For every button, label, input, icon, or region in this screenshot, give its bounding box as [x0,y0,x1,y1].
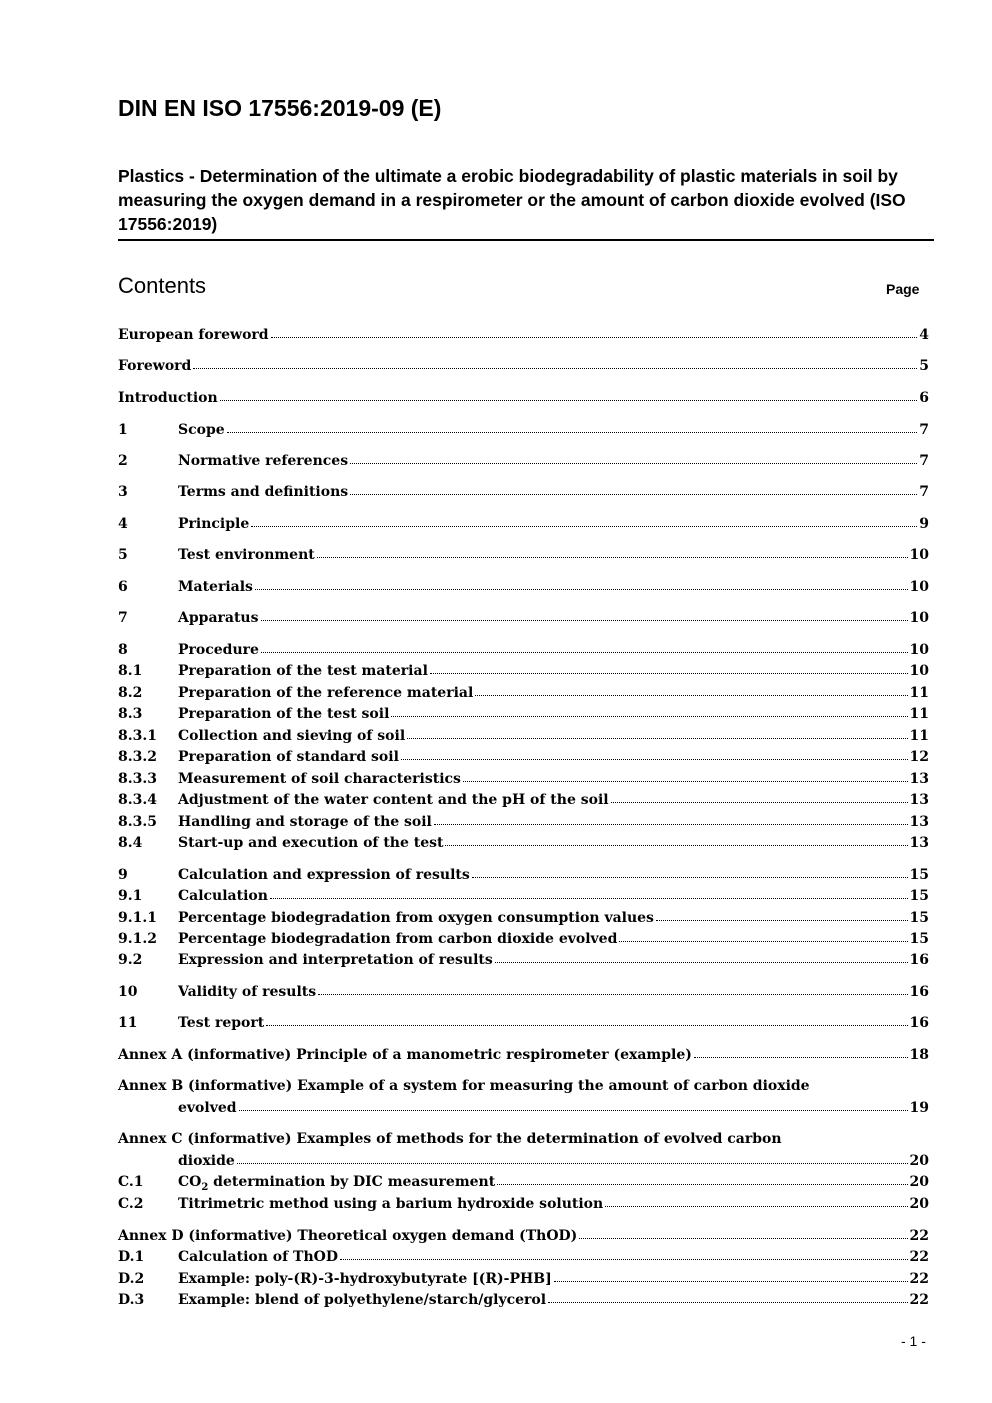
toc-entry-page: 11 [909,728,929,744]
toc-entry-page: 11 [909,685,929,701]
toc-entry-number: 8 [118,642,128,658]
toc-entry[interactable] [118,358,929,378]
toc-leader [350,453,917,464]
toc-entry-text: Start-up and execution of the test [178,835,444,851]
toc-entry-page: 20 [909,1153,929,1169]
toc-entry[interactable] [118,422,929,442]
toc-entry-text: Preparation of standard soil [178,749,399,765]
toc-entry-text: Percentage biodegradation from carbon dioxide evolved [178,931,618,947]
toc-entry-number: 9.1.1 [118,910,157,926]
toc-entry-page: 15 [909,888,929,904]
toc-entry-page: 13 [909,771,929,787]
toc-entry[interactable] [118,579,929,599]
toc-leader [220,390,918,401]
toc-entry-number: D.1 [118,1249,145,1265]
toc-leader [193,358,917,369]
toc-entry-number: C.2 [118,1196,144,1212]
toc-entry[interactable] [118,867,929,887]
toc-leader [237,1153,908,1164]
toc-entry-text: Terms and definitions [178,484,349,500]
toc-entry[interactable] [118,453,929,473]
toc-entry-annex-b-cont[interactable] [178,1100,929,1120]
toc-leader [261,610,908,621]
toc-entry-text: Expression and interpretation of results [178,952,493,968]
toc-entry-page: 10 [909,547,929,563]
toc-entry-number: 8.1 [118,663,143,679]
toc-entry-number: 8.3.4 [118,792,157,808]
toc-leader [548,1292,907,1303]
toc-leader [350,484,917,495]
toc-leader [472,867,908,878]
toc-entry-number: 9.1.2 [118,931,157,947]
toc-leader [619,931,907,942]
toc-entry-page: 10 [909,642,929,658]
toc-leader [266,1015,907,1026]
toc-entry[interactable] [118,728,929,748]
toc-entry-page: 15 [909,867,929,883]
toc-entry[interactable] [118,771,929,791]
toc-entry[interactable] [118,390,929,410]
toc-entry-annex-d[interactable] [118,1228,929,1248]
toc-leader [270,888,908,899]
toc-leader [434,814,908,825]
toc-entry-number: 8.3.5 [118,814,157,830]
toc-entry[interactable] [118,984,929,1004]
toc-entry-text: dioxide [178,1153,235,1169]
toc-entry[interactable] [118,327,929,347]
toc-leader [261,642,908,653]
toc-entry-text: Normative references [178,453,349,469]
toc-entry-text: Annex B (informative) Example of a system for measuring the amount of carbon dioxide [118,1078,810,1094]
toc-entry-page: 7 [919,484,929,500]
toc-entry-text: Materials [178,579,253,595]
toc-entry[interactable] [118,888,929,908]
toc-entry-page: 6 [919,390,929,406]
toc-entry-text: Calculation and expression of results [178,867,470,883]
toc-leader [694,1047,908,1058]
toc-entry-page: 16 [909,1015,929,1031]
toc-leader [430,663,908,674]
toc-entry-text: Percentage biodegradation from oxygen consumption values [178,910,654,926]
toc-entry-text: Example: poly-(R)-3-hydroxybutyrate [(R)-PHB] [178,1271,552,1287]
document-subtitle: Plastics - Determination of the ultimate a erobic biodegradability of plastic materials in soil by measuring the oxygen demand in a respirometer or the amount of carbon dioxide evolved (ISO 17556:2019) [118,164,934,241]
toc-leader [407,728,907,739]
toc-entry[interactable] [118,547,929,567]
toc-entry[interactable] [118,484,929,504]
toc-entry-text: Test environment [178,547,315,563]
toc-entry[interactable] [118,1249,929,1269]
toc-entry-number: 8.3 [118,706,143,722]
toc-entry-text: Calculation of ThOD [178,1249,338,1265]
toc-leader [318,984,907,995]
toc-entry-number: D.2 [118,1271,145,1287]
toc-entry-number: 8.3.3 [118,771,157,787]
toc-entry-text: Annex A (informative) Principle of a manometric respirometer (example) [118,1047,692,1063]
toc-leader [497,1174,907,1185]
toc-entry[interactable] [118,706,929,726]
toc-entry-number: 10 [118,984,138,1000]
toc-entry-page: 10 [909,610,929,626]
toc-entry-number: 9 [118,867,128,883]
toc-entry-text: Handling and storage of the soil [178,814,432,830]
toc-entry-text: Example: blend of polyethylene/starch/glycerol [178,1292,547,1308]
toc-entry-number: 8.3.1 [118,728,157,744]
toc-entry-text: Titrimetric method using a barium hydroxide solution [178,1196,604,1212]
toc-entry-number: 5 [118,547,128,563]
toc-entry[interactable] [118,792,929,812]
toc-entry-page: 13 [909,814,929,830]
toc-entry-number: 1 [118,422,128,438]
toc-entry-text: evolved [178,1100,237,1116]
toc-entry[interactable] [118,749,929,769]
toc-entry-annex-c-cont[interactable] [178,1153,929,1173]
toc-entry-page: 22 [909,1292,929,1308]
toc-entry-page: 16 [909,952,929,968]
toc-leader [579,1228,907,1239]
toc-entry[interactable] [118,910,929,930]
toc-entry[interactable] [118,1015,929,1035]
toc-leader [401,749,908,760]
toc-entry-page: 13 [909,792,929,808]
toc-entry-number: D.3 [118,1292,145,1308]
co2-formula: CO [178,1174,202,1190]
toc-entry-text: Introduction [118,390,218,406]
toc-entry-number: 8.2 [118,685,143,701]
toc-entry-page: 13 [909,835,929,851]
toc-entry-page: 15 [909,931,929,947]
toc-entry-text: Annex C (informative) Examples of methods for the determination of evolved carbon [118,1131,782,1147]
toc-leader [656,910,908,921]
toc-entry-page: 7 [919,422,929,438]
toc-leader [495,952,908,963]
toc-entry-number: C.1 [118,1174,144,1190]
toc-entry-number: 8.3.2 [118,749,157,765]
toc-entry-page: 12 [909,749,929,765]
toc-leader [554,1271,908,1282]
toc-entry-number: 11 [118,1015,138,1031]
toc-entry-page: 9 [919,516,929,532]
toc-entry-annex-c[interactable] [118,1131,929,1151]
toc-leader [605,1196,907,1207]
toc-entry-text: Preparation of the reference material [178,685,474,701]
toc-leader [611,792,908,803]
co2-subscript: 2 [201,1181,209,1193]
toc-entry-text: Principle [178,516,250,532]
toc-entry-text: Measurement of soil characteristics [178,771,461,787]
toc-entry[interactable] [118,516,929,536]
toc-entry[interactable] [118,610,929,630]
toc-entry-annex-b[interactable] [118,1078,929,1098]
toc-entry-page: 22 [909,1249,929,1265]
toc-entry-text: Annex D (informative) Theoretical oxygen demand (ThOD) [118,1228,578,1244]
page-column-heading: Page [886,281,920,297]
toc-entry-number: 9.1 [118,888,143,904]
toc-entry-text: Validity of results [178,984,317,1000]
toc-entry-text: Procedure [178,642,259,658]
toc-entry-text: Collection and sieving of soil [178,728,406,744]
toc-entry-annex-a[interactable] [118,1047,929,1067]
toc-entry-page: 20 [909,1196,929,1212]
toc-leader [255,579,908,590]
toc-entry-text: Preparation of the test material [178,663,428,679]
toc-entry-page: 22 [909,1228,929,1244]
toc-leader [227,422,918,433]
toc-entry-text: Test report [178,1015,265,1031]
toc-entry-number: 2 [118,453,128,469]
toc-entry-text [178,1174,495,1193]
toc-entry-page: 22 [909,1271,929,1287]
toc-entry[interactable] [118,642,929,662]
toc-leader [391,706,907,717]
toc-entry-page: 10 [909,579,929,595]
toc-leader [463,771,908,782]
toc-entry-number: 6 [118,579,128,595]
toc-entry[interactable] [118,1271,929,1291]
toc-entry-number: 9.2 [118,952,143,968]
toc-entry-text: European foreword [118,327,269,343]
toc-entry[interactable] [118,931,929,951]
toc-leader [271,327,918,338]
toc-leader [445,835,907,846]
toc-entry-page: 7 [919,453,929,469]
toc-entry[interactable] [118,835,929,855]
toc-entry-text: Adjustment of the water content and the pH of the soil [178,792,609,808]
toc-entry-page: 18 [909,1047,929,1063]
toc-entry-text: Preparation of the test soil [178,706,390,722]
toc-entry-text: Calculation [178,888,268,904]
contents-heading: Contents [118,273,207,298]
toc-entry-page: 20 [909,1174,929,1190]
toc-entry[interactable] [118,952,929,972]
document-title: DIN EN ISO 17556:2019-09 (E) [118,95,442,121]
toc-entry-number: 4 [118,516,128,532]
toc-entry-number: 8.4 [118,835,143,851]
toc-entry-number: 3 [118,484,128,500]
toc-leader [317,547,908,558]
toc-entry[interactable] [118,814,929,834]
toc-entry-page: 15 [909,910,929,926]
toc-entry-page: 11 [909,706,929,722]
toc-entry-text: Apparatus [178,610,259,626]
toc-entry[interactable] [118,1196,929,1216]
toc-entry-text-rest: determination by DIC measurement [208,1174,496,1190]
toc-entry-text: Foreword [118,358,192,374]
toc-entry[interactable] [118,1174,929,1194]
toc-entry[interactable] [118,685,929,705]
toc-entry-page: 10 [909,663,929,679]
toc-entry-page: 5 [919,358,929,374]
toc-leader [251,516,917,527]
toc-entry-page: 4 [919,327,929,343]
toc-entry-page: 19 [909,1100,929,1116]
toc-entry[interactable] [118,1292,929,1312]
toc-leader [475,685,907,696]
toc-entry[interactable] [118,663,929,683]
toc-leader [340,1249,908,1260]
toc-entry-number: 7 [118,610,128,626]
toc-entry-page: 16 [909,984,929,1000]
toc-leader [239,1100,908,1111]
toc-entry-text: Scope [178,422,225,438]
page-number: - 1 - [901,1333,926,1349]
